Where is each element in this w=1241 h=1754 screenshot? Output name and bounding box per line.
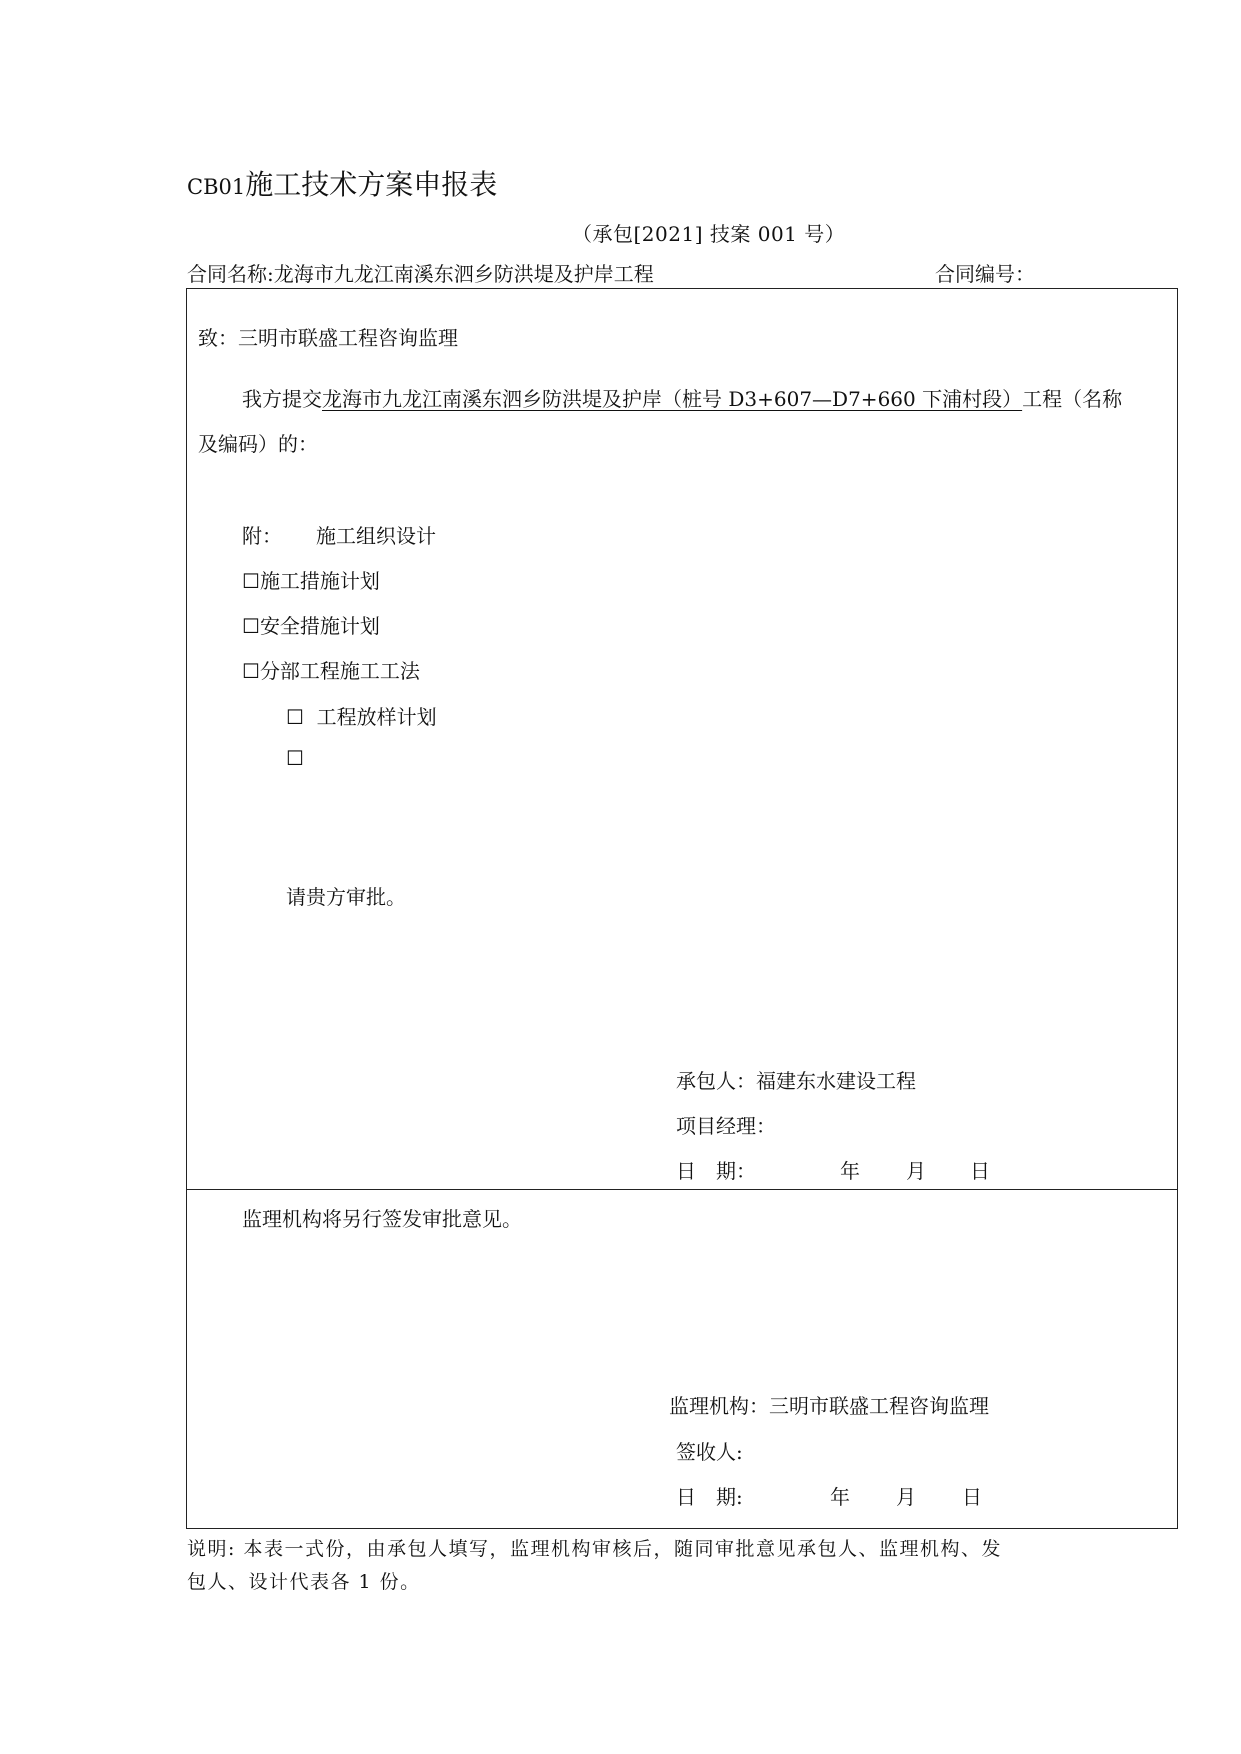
supervision-section — [186, 1189, 1178, 1529]
checkbox[interactable]: ☐ — [242, 614, 260, 638]
date-label: 日 期： — [676, 1159, 756, 1183]
project-manager-label: 项目经理： — [676, 1114, 776, 1138]
attachment-label: 附： — [242, 524, 282, 548]
supervision-org-label: 监理机构： — [669, 1394, 769, 1418]
form-title-text: 施工技术方案申报表 — [245, 168, 498, 201]
submission-statement — [242, 383, 1122, 412]
date-month: 月 — [896, 1485, 916, 1509]
receiver-label: 签收人: — [676, 1440, 743, 1464]
note-line-2: 包人、设计代表各 1 份。 — [187, 1571, 421, 1593]
supervision-opinion: 监理机构将另行签发审批意见。 — [242, 1207, 522, 1231]
checkbox-label: 分部工程施工工法 — [259, 659, 420, 683]
submission-statement-line2: 及编码）的： — [198, 432, 318, 456]
contract-name — [187, 258, 654, 287]
contract-name-label: 合同名称: — [187, 262, 274, 286]
checkbox-item — [286, 746, 304, 770]
checkbox-label: 安全措施计划 — [259, 614, 380, 638]
checkbox-item — [242, 655, 420, 684]
checkbox-label: 工程放样计划 — [316, 705, 437, 729]
date-day: 日 — [962, 1485, 982, 1509]
approval-request: 请贵方审批。 — [286, 885, 406, 909]
supervision-org — [669, 1390, 989, 1419]
contract-name-value: 龙海市九龙江南溪东泗乡防洪堤及护岸工程 — [273, 262, 654, 286]
contractor-label: 承包人： — [676, 1069, 756, 1093]
form-title — [187, 163, 497, 203]
submission-prefix: 我方提交 — [242, 387, 322, 411]
supervision-org-value: 三明市联盛工程咨询监理 — [769, 1394, 989, 1418]
checkbox[interactable]: ☐ — [286, 705, 304, 729]
checkbox-item — [242, 565, 380, 594]
checkbox-label: 施工措施计划 — [259, 569, 380, 593]
submission-suffix: 工程（名称 — [1022, 387, 1123, 411]
form-code: CB01 — [187, 175, 246, 199]
submission-section — [186, 288, 1178, 1190]
checkbox[interactable]: ☐ — [286, 746, 304, 770]
date-year: 年 — [830, 1485, 850, 1509]
contractor — [676, 1065, 916, 1094]
checkbox[interactable]: ☐ — [242, 569, 260, 593]
date-day: 日 — [970, 1159, 990, 1183]
submission-project: 龙海市九龙江南溪东泗乡防洪堤及护岸（桩号 D3+607—D7+660 下浦村段） — [322, 387, 1023, 411]
note-line-1: 说明: 本表一式份，由承包人填写，监理机构审核后，随同审批意见承包人、监理机构、发 — [187, 1538, 1002, 1560]
checkbox[interactable]: ☐ — [242, 659, 260, 683]
date-label: 日 期: — [676, 1485, 743, 1509]
document-number: （承包[2021] 技案 001 号） — [572, 222, 846, 246]
addressee: 致：三明市联盛工程咨询监理 — [198, 326, 458, 350]
date-month: 月 — [906, 1159, 926, 1183]
contractor-value: 福建东水建设工程 — [756, 1069, 916, 1093]
checkbox-item — [242, 610, 380, 639]
attachment-item: 施工组织设计 — [316, 524, 436, 548]
date-year: 年 — [840, 1159, 860, 1183]
checkbox-item — [286, 701, 437, 730]
contract-number-label: 合同编号： — [935, 262, 1035, 286]
